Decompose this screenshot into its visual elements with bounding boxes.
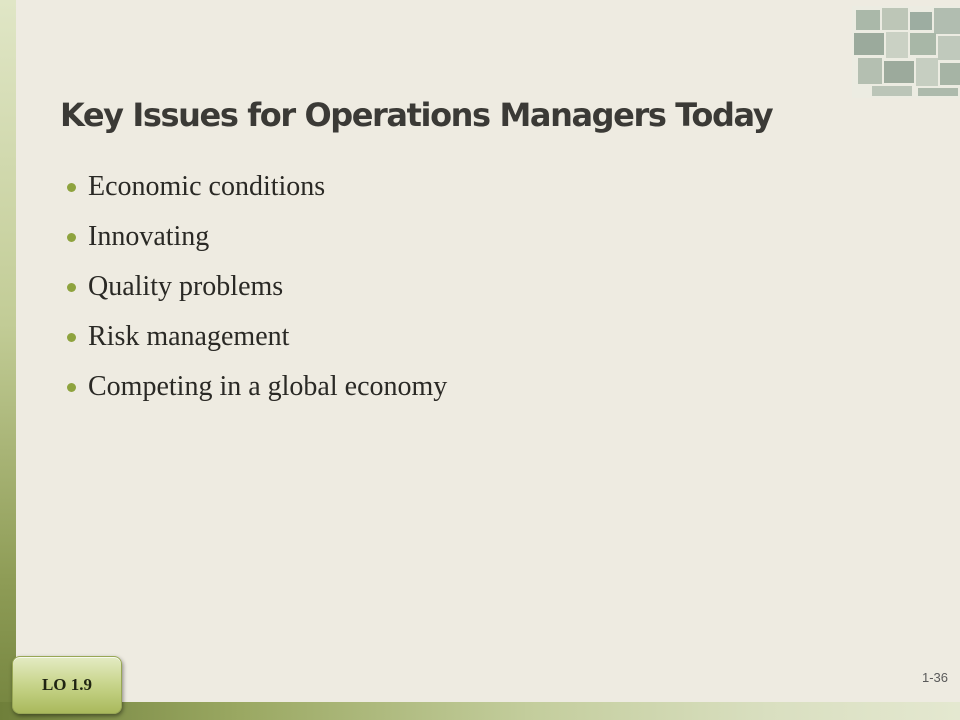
slide-canvas [16, 0, 960, 702]
bullet-list [64, 166, 447, 416]
bullet-text: Competing in a global economy [88, 371, 448, 402]
slide-frame-left [0, 0, 16, 720]
bullet-item [64, 216, 447, 266]
slide-number: 1-36 [922, 670, 949, 685]
bullet-item [64, 366, 447, 416]
slide-frame-bottom [0, 702, 960, 720]
slide-title: Key Issues for Operations Managers Today [60, 96, 773, 134]
bullet-dot-icon [67, 333, 76, 342]
bullet-text: Innovating [88, 221, 210, 252]
bullet-text: Economic conditions [88, 171, 326, 202]
bullet-dot-icon [67, 183, 76, 192]
bullet-text: Risk management [88, 321, 290, 352]
learning-objective-badge: LO 1.9 [12, 656, 122, 714]
bullet-dot-icon [67, 233, 76, 242]
bullet-item [64, 166, 447, 216]
bullet-dot-icon [67, 383, 76, 392]
bullet-item [64, 316, 447, 366]
operations-photo-collage-icon [852, 6, 960, 98]
bullet-dot-icon [67, 283, 76, 292]
bullet-item [64, 266, 447, 316]
bullet-text: Quality problems [88, 271, 284, 302]
